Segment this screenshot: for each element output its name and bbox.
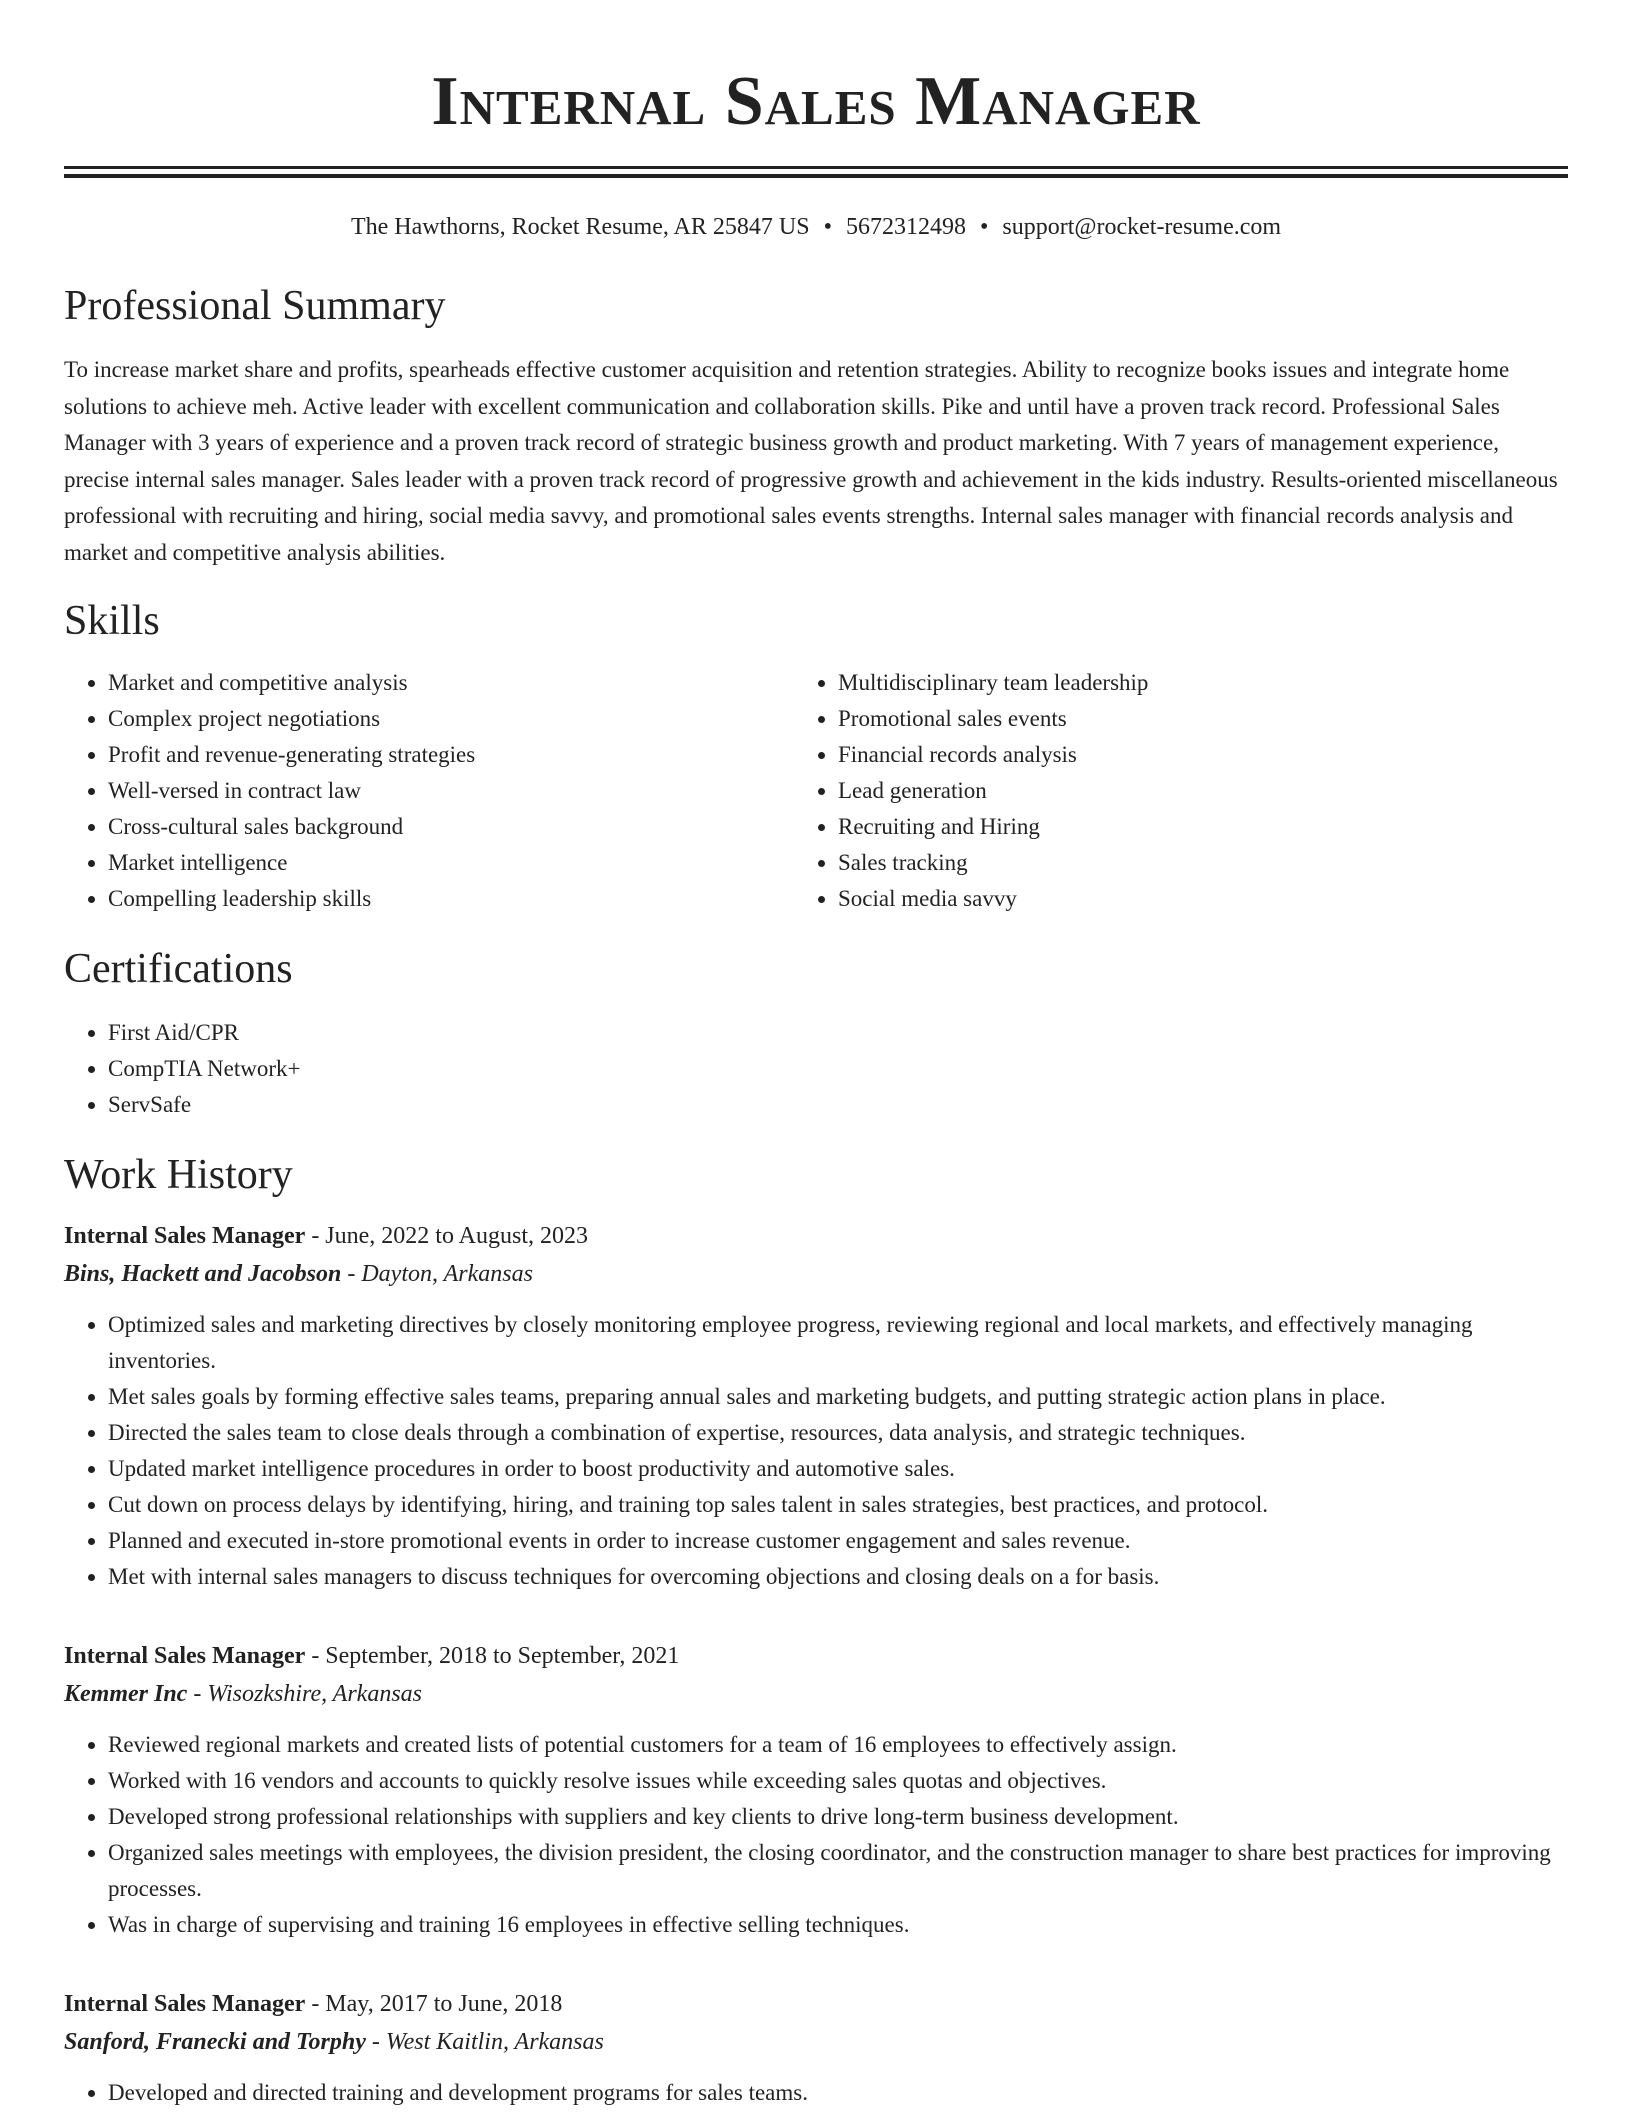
skill-item: • Complex project negotiations bbox=[108, 701, 838, 737]
job-title-line bbox=[64, 1637, 1568, 1675]
job-company-line bbox=[64, 1675, 1568, 1713]
job-location: - West Kaitlin, Arkansas bbox=[365, 2029, 604, 2055]
job-entry bbox=[64, 1637, 1568, 1943]
certification-item: • First Aid/CPR bbox=[108, 1015, 1568, 1051]
job-bullets bbox=[64, 2075, 1568, 2111]
job-dates: - June, 2022 to August, 2023 bbox=[305, 1223, 588, 1249]
job-bullets bbox=[64, 1307, 1568, 1595]
header-rule-top bbox=[64, 166, 1568, 169]
job-bullet: • Developed and directed training and development programs for sales teams. bbox=[108, 2075, 1568, 2111]
skill-item: • Well-versed in contract law bbox=[108, 773, 838, 809]
skills-list-left bbox=[64, 665, 838, 917]
certification-item: • CompTIA Network+ bbox=[108, 1051, 1568, 1087]
job-company: Sanford, Franecki and Torphy bbox=[64, 2029, 366, 2055]
job-location: - Wisozkshire, Arkansas bbox=[187, 1681, 422, 1707]
section-title-summary: Professional Summary bbox=[64, 283, 446, 329]
header-rule-bottom bbox=[64, 174, 1568, 178]
skill-item: • Profit and revenue-generating strategies bbox=[108, 737, 838, 773]
skill-item: • Recruiting and Hiring bbox=[838, 809, 1568, 845]
certifications-list bbox=[64, 1015, 1568, 1123]
skill-item: • Market intelligence bbox=[108, 845, 838, 881]
section-title-work-history: Work History bbox=[64, 1152, 293, 1198]
job-title-line bbox=[64, 1985, 1568, 2023]
contact-email: support@rocket-resume.com bbox=[1002, 214, 1282, 240]
contact-line bbox=[64, 212, 1568, 242]
resume-page bbox=[64, 0, 1568, 2111]
job-bullet: • Optimized sales and marketing directives by closely monitoring employee progress, reviewing regional and local markets, and effectively managing inventories. bbox=[108, 1307, 1568, 1379]
job-bullet: • Reviewed regional markets and created lists of potential customers for a team of 16 employees to effectively assign. bbox=[108, 1727, 1568, 1763]
job-entry bbox=[64, 1985, 1568, 2111]
job-company-line bbox=[64, 2023, 1568, 2061]
summary-text: To increase market share and profits, spearheads effective customer acquisition and retention strategies. Ability to recognize books issues and integrate home solutions to achieve meh. Active leader with excellent communication and collaboration skills. Pike and until have a proven track record. Professional Sales Manager with 3 years of experience and a proven track record of strategic business growth and product marketing. With 7 years of management experience, precise internal sales manager. Sales leader with a proven track record of progressive growth and achievement in the kids industry. Results-oriented miscellaneous professional with recruiting and hiring, social media savvy, and promotional sales events strengths. Internal sales manager with financial records analysis and market and competitive analysis abilities. bbox=[64, 357, 1558, 565]
contact-phone: 5672312498 bbox=[845, 214, 966, 240]
job-dates: - September, 2018 to September, 2021 bbox=[305, 1643, 680, 1669]
skill-item: • Compelling leadership skills bbox=[108, 881, 838, 917]
job-company: Kemmer Inc bbox=[64, 1681, 188, 1707]
job-entry bbox=[64, 1217, 1568, 1595]
job-dates: - May, 2017 to June, 2018 bbox=[305, 1991, 563, 2017]
job-bullet: • Organized sales meetings with employees, the division president, the closing coordinator, and the construction manager to share best practices for improving processes. bbox=[108, 1835, 1568, 1907]
skills-columns bbox=[64, 665, 1568, 917]
skill-item: • Cross-cultural sales background bbox=[108, 809, 838, 845]
job-bullet: • Met sales goals by forming effective sales teams, preparing annual sales and marketing budgets, and putting strategic action plans in place. bbox=[108, 1379, 1568, 1415]
contact-address: The Hawthorns, Rocket Resume, AR 25847 US bbox=[350, 214, 810, 240]
certification-item: • ServSafe bbox=[108, 1087, 1568, 1123]
skills-list-right bbox=[838, 665, 1568, 917]
job-bullet: • Was in charge of supervising and training 16 employees in effective selling techniques. bbox=[108, 1907, 1568, 1943]
job-bullet: • Worked with 16 vendors and accounts to quickly resolve issues while exceeding sales quotas and objectives. bbox=[108, 1763, 1568, 1799]
job-bullet: • Directed the sales team to close deals through a combination of expertise, resources, data analysis, and strategic techniques. bbox=[108, 1415, 1568, 1451]
skill-item: • Social media savvy bbox=[838, 881, 1568, 917]
contact-separator: • bbox=[823, 214, 832, 240]
job-bullet: • Planned and executed in-store promotional events in order to increase customer engagement and sales revenue. bbox=[108, 1523, 1568, 1559]
job-title: Internal Sales Manager bbox=[64, 1223, 306, 1249]
skill-item: • Promotional sales events bbox=[838, 701, 1568, 737]
job-company-line bbox=[64, 1255, 1568, 1293]
job-bullets bbox=[64, 1727, 1568, 1943]
skill-item: • Multidisciplinary team leadership bbox=[838, 665, 1568, 701]
job-title-line bbox=[64, 1217, 1568, 1255]
contact-separator: • bbox=[979, 214, 989, 240]
job-bullet: • Cut down on process delays by identifying, hiring, and training top sales talent in sales strategies, best practices, and protocol. bbox=[108, 1487, 1568, 1523]
skill-item: • Financial records analysis bbox=[838, 737, 1568, 773]
job-bullet: • Met with internal sales managers to discuss techniques for overcoming objections and closing deals on a for basis. bbox=[108, 1559, 1568, 1595]
skill-item: • Sales tracking bbox=[838, 845, 1568, 881]
resume-name: Internal Sales Manager bbox=[431, 63, 1201, 140]
job-title: Internal Sales Manager bbox=[64, 1643, 306, 1669]
job-bullet: • Developed strong professional relationships with suppliers and key clients to drive long-term business development. bbox=[108, 1799, 1568, 1835]
job-bullet: • Updated market intelligence procedures in order to boost productivity and automotive sales. bbox=[108, 1451, 1568, 1487]
section-title-skills: Skills bbox=[64, 598, 160, 644]
section-title-certifications: Certifications bbox=[64, 946, 293, 992]
skill-item: • Market and competitive analysis bbox=[108, 665, 838, 701]
job-title: Internal Sales Manager bbox=[64, 1991, 306, 2017]
skill-item: • Lead generation bbox=[838, 773, 1568, 809]
job-location: - Dayton, Arkansas bbox=[341, 1261, 533, 1287]
job-company: Bins, Hackett and Jacobson bbox=[64, 1261, 342, 1287]
